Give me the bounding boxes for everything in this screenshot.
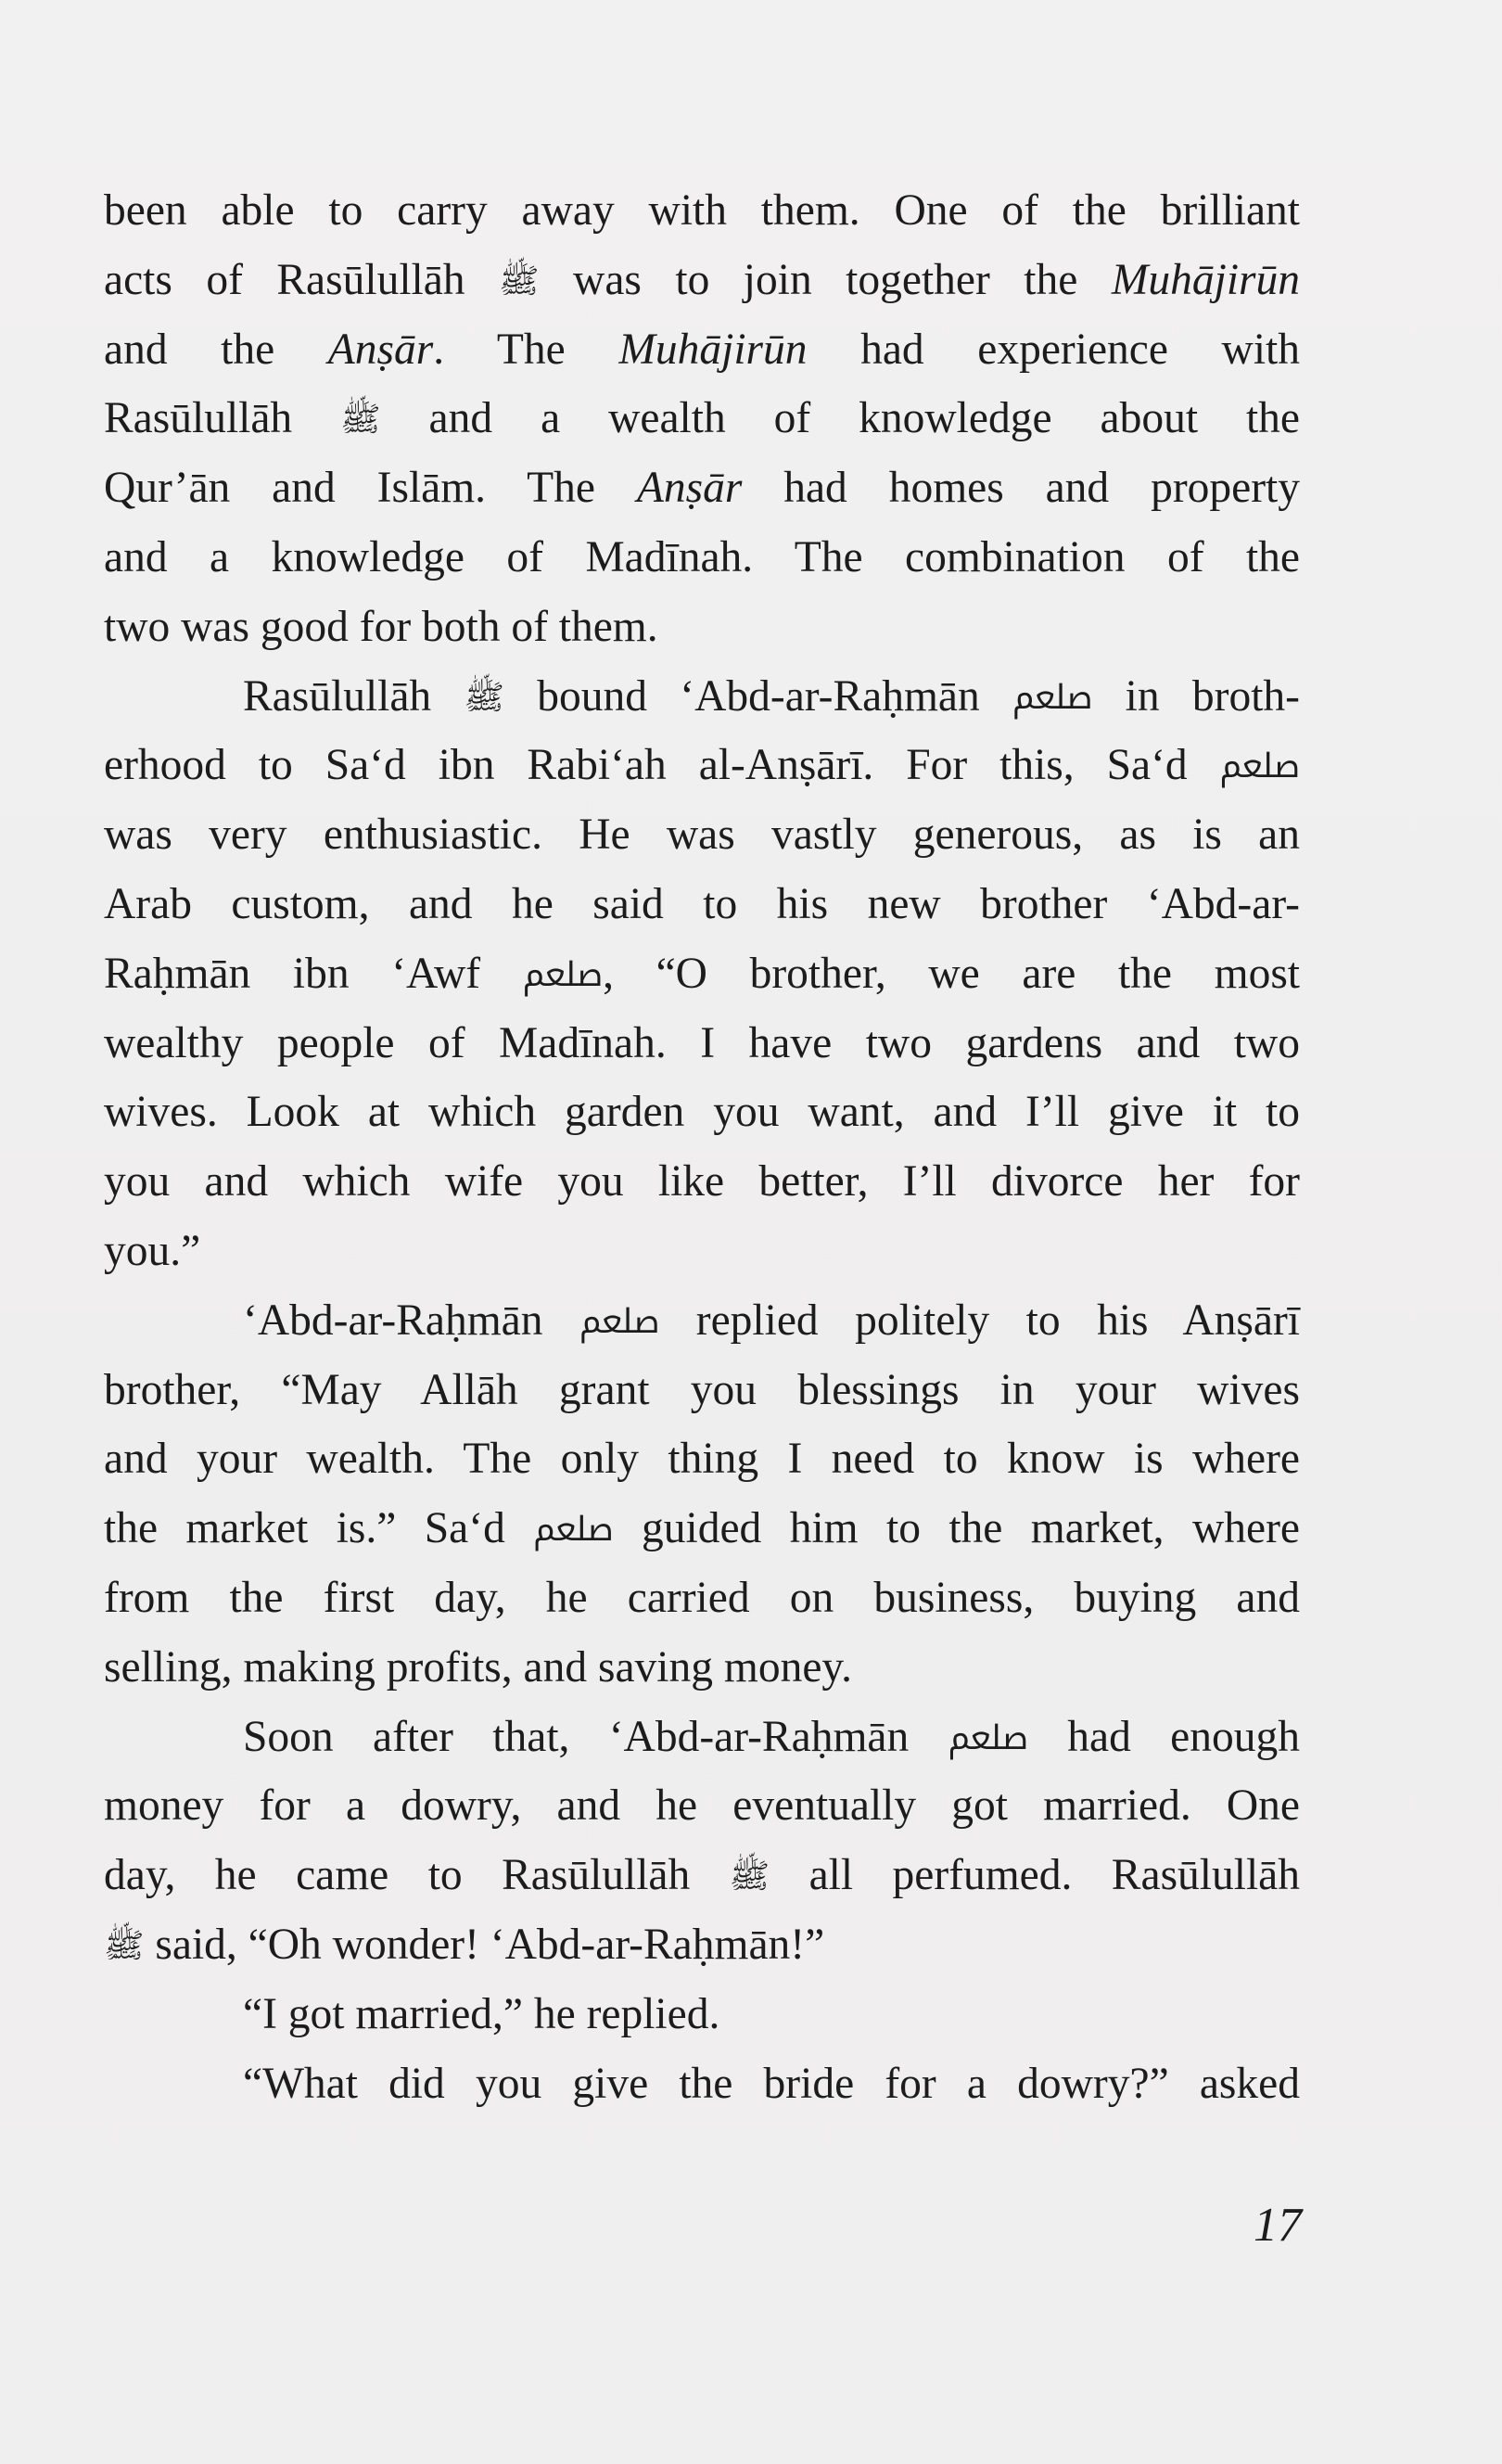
italic-term: Anṣār — [636, 464, 743, 513]
text-line: brother, “May Allāh grant you blessings in your wives — [104, 1365, 1300, 1414]
text-line: been able to carry away with them. One of the brilliant — [104, 186, 1300, 235]
radiyallahu-anhu-honorific-icon: ﷵ — [533, 1511, 614, 1550]
text-line: Raḥmān ibn ‘Awf ﷵ, “O brother, we are the most — [104, 949, 1300, 998]
text-line: Rasūlullāh ﷺ bound ‘Abd-ar-Raḥmān ﷵ in broth- — [243, 671, 1300, 721]
text-line: and a knowledge of Madīnah. The combination of the — [104, 532, 1300, 581]
text-line: acts of Rasūlullāh ﷺ was to join together the Muhājirūn — [104, 255, 1301, 304]
text-line: and the Anṣār. The Muhājirūn had experience with — [104, 325, 1300, 374]
body-text — [104, 176, 1300, 2118]
text-line: was very enthusiastic. He was vastly generous, as is an — [104, 811, 1300, 860]
italic-term: Anṣār — [327, 325, 434, 374]
text-line: Soon after that, ‘Abd-ar-Raḥmān ﷵ had enough — [243, 1712, 1300, 1761]
text-line: Arab custom, and he said to his new brother ‘Abd-ar- — [104, 879, 1300, 928]
text-line: from the first day, he carried on business, buying and — [104, 1573, 1300, 1622]
text-line: ﷺ said, “Oh wonder! ‘Abd-ar-Raḥmān!” — [104, 1920, 825, 1969]
radiyallahu-anhu-honorific-icon: ﷵ — [1219, 747, 1300, 786]
text-line: day, he came to Rasūlullāh ﷺ all perfumed. Rasūlullāh — [104, 1851, 1300, 1900]
text-line: “I got married,” he replied. — [243, 1989, 720, 2038]
radiyallahu-anhu-honorific-icon: ﷵ — [579, 1302, 660, 1341]
text-line: you and which wife you like better, I’ll divorce her for — [104, 1157, 1300, 1206]
text-line: ‘Abd-ar-Raḥmān ﷵ replied politely to his Anṣārī — [243, 1296, 1300, 1345]
italic-term: Muhājirūn — [618, 325, 808, 374]
radiyallahu-anhu-honorific-icon: ﷵ — [1012, 678, 1093, 717]
salawat-honorific-icon: ﷺ — [499, 262, 540, 300]
text-line: Qur’ān and Islām. The Anṣār had homes and property — [104, 464, 1300, 513]
italic-term: Muhājirūn — [1111, 255, 1301, 304]
text-line: Rasūlullāh ﷺ and a wealth of knowledge about the — [104, 394, 1300, 443]
salawat-honorific-icon: ﷺ — [464, 678, 504, 717]
text-line: “What did you give the bride for a dowry?” asked — [243, 2059, 1300, 2108]
radiyallahu-anhu-honorific-icon: ﷵ — [522, 955, 604, 994]
salawat-honorific-icon: ﷺ — [340, 401, 381, 440]
text-line: selling, making profits, and saving money. — [104, 1642, 852, 1692]
text-line: two was good for both of them. — [104, 602, 658, 651]
text-line: wealthy people of Madīnah. I have two gardens and two — [104, 1018, 1300, 1067]
salawat-honorific-icon: ﷺ — [729, 1858, 770, 1896]
text-line: money for a dowry, and he eventually got married. One — [104, 1781, 1300, 1831]
page-number: 17 — [1254, 2199, 1302, 2252]
text-line: erhood to Sa‘d ibn Rabi‘ah al-Anṣārī. For this, Sa‘d ﷵ — [104, 741, 1300, 790]
salawat-honorific-icon: ﷺ — [104, 1926, 145, 1965]
text-line: the market is.” Sa‘d ﷵ guided him to the market, where — [104, 1504, 1300, 1553]
text-line: and your wealth. The only thing I need to know is where — [104, 1435, 1300, 1484]
text-line: wives. Look at which garden you want, and I’ll give it to — [104, 1088, 1300, 1137]
radiyallahu-anhu-honorific-icon: ﷵ — [948, 1718, 1028, 1757]
text-line: you.” — [104, 1226, 201, 1275]
